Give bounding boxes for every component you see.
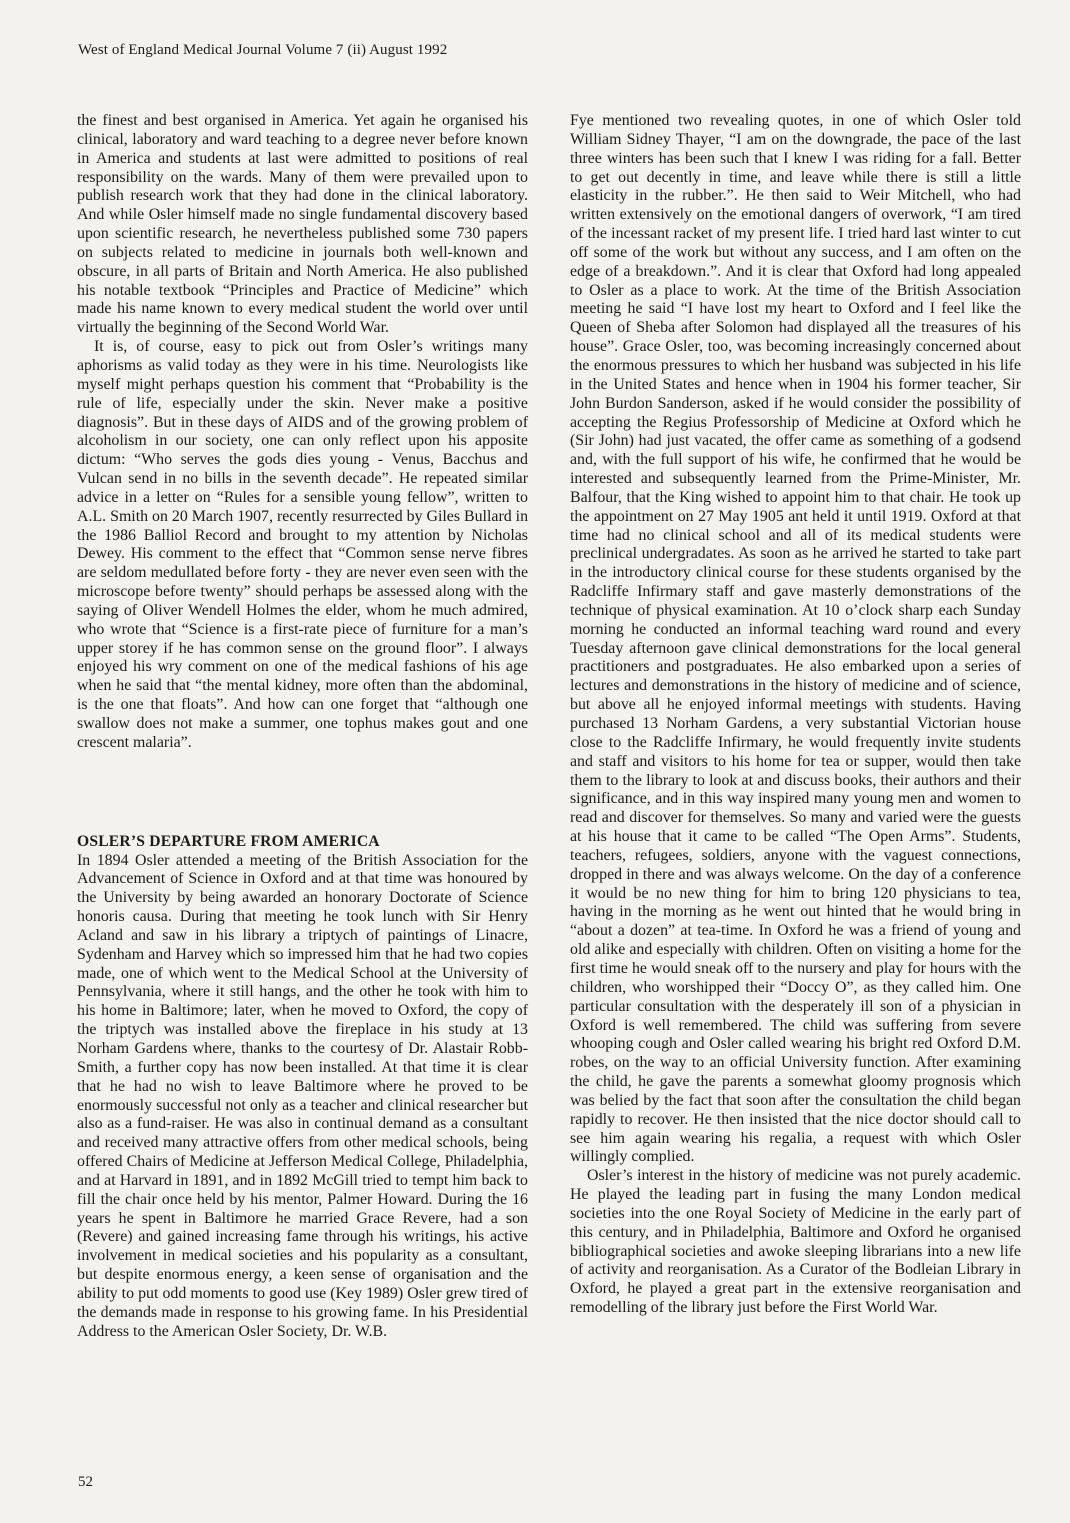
right-column — [570, 112, 1021, 1318]
section-heading: OSLER’S DEPARTURE FROM AMERICA — [77, 832, 380, 850]
running-header: West of England Medical Journal Volume 7 (ii) August 1992 — [78, 42, 448, 58]
left-column — [77, 112, 528, 1341]
body-paragraph: In 1894 Osler attended a meeting of the British Association for the Advancement of Science in Oxford and at that time was honoured by the University by being awarded an honorary Doctorate of Science honoris causa. During that meeting he took lunch with Sir Henry Acland and saw in his library a triptych of paintings of Linacre, Sydenham and Harvey which so impressed him that he had two copies made, one of which went to the Medical School at the University of Pennsylvania, where it still hangs, and the other he took with him to his home in Baltimore; later, when he moved to Oxford, the copy of the triptych was installed above the fireplace in his study at 13 Norham Gardens where, thanks to the courtesy of Dr. Alastair Robb-Smith, a further copy has now been installed. At that time it is clear that he had no wish to leave Baltimore where he proved to be enormously successful not only as a teacher and clinical researcher but also as a fund-raiser. He was also in continual demand as a consultant and received many attractive offers from other medical schools, being offered Chairs of Medicine at Jefferson Medical College, Philadelphia, and at Harvard in 1891, and in 1892 McGill tried to tempt him back to fill the chair once held by his mentor, Palmer Howard. During the 16 years he spent in Baltimore he married Grace Revere, had a son (Revere) and gained increasing fame through his writings, his active involvement in medical societies and his popularity as a consultant, but despite enormous energy, a keen sense of organisation and the ability to put odd moments to good use (Key 1989) Osler grew tired of the demands made in response to his growing fame. In his Presidential Address to the American Osler Society, Dr. W.B. — [77, 851, 528, 1340]
body-paragraph: It is, of course, easy to pick out from Osler’s writings many aphorisms as valid today as they were in his time. Neurologists like myself might perhaps question his comment that “Probability is the rule of life, especially under the skin. Never make a positive diagnosis”. But in these days of AIDS and of the growing problem of alcoholism in our society, one can only reflect upon his apposite dictum: “Who serves the gods dies young - Venus, Bacchus and Vulcan send in no bills in the seventh decade”. He repeated similar advice in a letter on “Rules for a sensible young fellow”, written to A.L. Smith on 20 March 1907, recently resurrected by Giles Bullard in the 1986 Balliol Record and brought to my attention by Nicholas Dewey. His comment to the effect that “Common sense nerve fibres are seldom medullated before forty - they are never even seen with the microscope before twenty” should perhaps be assessed along with the saying of Oliver Wendell Holmes the elder, whom he much admired, who wrote that “Science is a first-rate piece of furniture for a man’s upper storey if he has common sense on the ground floor”. I always enjoyed his wry comment on one of the medical fashions of his age when he said that “the mental kidney, more often than the abdominal, is the one that floats”. And how can one forget that “although one swallow does not make a summer, one tophus makes gout and one crescent malaria”. — [77, 338, 529, 751]
page-number: 52 — [78, 1474, 93, 1490]
body-paragraph: Osler’s interest in the history of medicine was not purely academic. He played the leading part in fusing the many London medical societies into the one Royal Society of Medicine in the early part of this century, and in Philadelphia, Baltimore and Oxford he organised bibliographical societies and awoke sleeping librarians into a new life of activity and reorganisation. As a Curator of the Bodleian Library in Oxford, he played a great part in the extensive reorganisation and remodelling of the library just before the First World War. — [570, 1167, 1021, 1317]
body-paragraph: the finest and best organised in America. Yet again he organised his clinical, laboratory and ward teaching to a degree never before known in America and students at last were admitted to positions of real responsibility on the wards. Many of them were prevailed upon to publish research work that they had done in the clinical laboratory. And while Osler himself made no single fundamental discovery based upon scientific research, he nevertheless published some 730 papers on subjects related to medicine in journals both well-known and obscure, in all parts of Britain and North America. He also published his notable textbook “Principles and Practice of Medicine” which made his name known to every medical student the world over until virtually the beginning of the Second World War. — [77, 112, 528, 337]
body-paragraph: Fye mentioned two revealing quotes, in one of which Osler told William Sidney Thayer, “I am on the downgrade, the pace of the last three winters has been such that I knew I was riding for a fall. Better to get out decently in time, and leave while there is still a little elasticity in the rubber.”. He then said to Weir Mitchell, who had written extensively on the emotional dangers of overwork, “I am tired of the incessant racket of my present life. I tried hard last winter to cut off some of the work but without any success, and I am often on the edge of a breakdown.”. And it is clear that Oxford had long appealed to Osler as a place to work. At the time of the British Association meeting he said “I have lost my heart to Oxford and I feel like the Queen of Sheba after Solomon had displayed all the treasures of his house”. Grace Osler, too, was becoming increasingly concerned about the enormous pressures to which her husband was subjected in his life in the United States and hence when in 1904 his former teacher, Sir John Burdon Sanderson, asked if he would consider the possibility of accepting the Regius Professorship of Medicine at Oxford which he (Sir John) had just vacated, the offer came as something of a godsend and, with the full support of his wife, he confirmed that he would be interested and subsequently learned from the Prime-Minister, Mr. Balfour, that the King wished to appoint him to that chair. He took up the appointment on 27 May 1905 ant held it until 1919. Oxford at that time had no clinical school and all of its medical students were preclinical undergradates. As soon as he arrived he started to take part in the introductory clinical course for these students organised by the Radcliffe Infirmary staff and gave masterly demonstrations of the technique of physical examination. At 10 o’clock sharp each Sunday morning he conducted an informal teaching ward round and every Tuesday afternoon gave clinical demonstrations for the local general practitioners and postgraduates. He also embarked upon a series of lectures and demonstrations in the history of medicine and of science, but above all he enjoyed informal meetings with students. Having purchased 13 Norham Gardens, a very substantial Victorian house close to the Radcliffe Infirmary, he would frequently invite students and staff and visitors to his home for tea or supper, would then take them to the library to look at and discuss books, their authors and their significance, and in this way inspired many young men and women to read and discover for themselves. So many and varied were the guests at his house that it came to be called “The Open Arms”. Students, teachers, refugees, soldiers, anyone with the vaguest connections, dropped in there and was always welcome. On the day of a conference it would be no new thing for him to bring 120 physicians to tea, having in the morning as he went out hinted that he would bring in “about a dozen” at tea-time. In Oxford he was a friend of young and old alike and especially with children. Often on visiting a home for the first time he would sneak off to the nursery and play for hours with the children, who worshipped their “Doccy O”, as they called him. One particular consultation with the desperately ill son of a physician in Oxford is well remembered. The child was suffering from severe whooping cough and Osler called wearing his bright red Oxford D.M. robes, on the way to an official University function. After examining the child, he gave the parents a somewhat gloomy prognosis which was belied by the fact that soon after the consultation the child began rapidly to recover. He then insisted that the nice doctor should call to see him again wearing his regalia, a request with which Osler willingly complied. — [570, 112, 1021, 1166]
